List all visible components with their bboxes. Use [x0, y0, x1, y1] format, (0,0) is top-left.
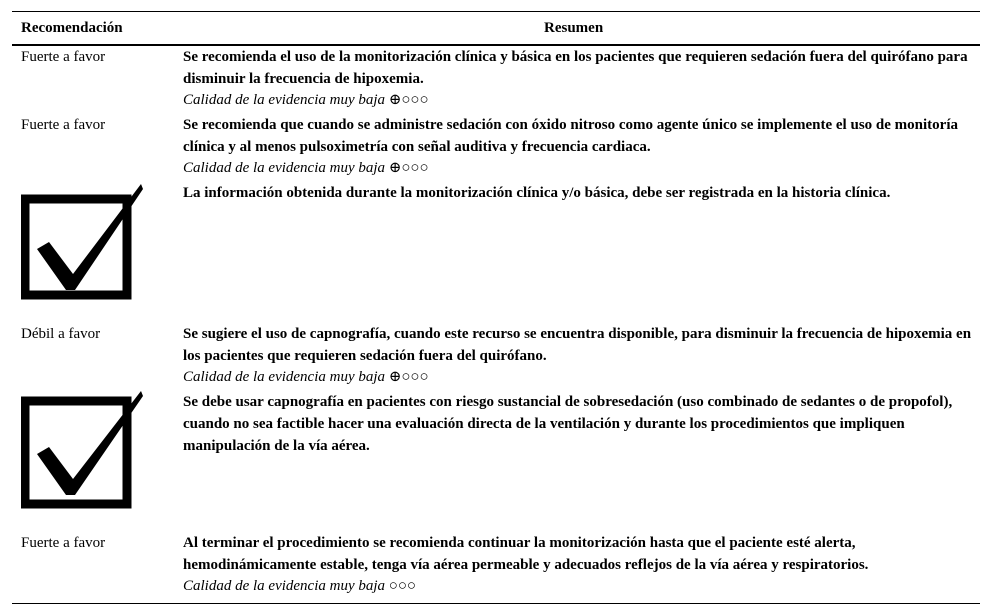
evidence-quality: Calidad de la evidencia muy baja ⊕○○○	[183, 160, 429, 176]
recommendation-strength: Débil a favor	[21, 326, 101, 342]
evidence-quality: Calidad de la evidencia muy baja ○○○	[183, 578, 416, 594]
checkbox-checked-icon	[21, 391, 143, 509]
summary-cell	[183, 391, 973, 457]
summary-text: Se sugiere el uso de capnografía, cuando este recurso se encuentra disponible, para disminuir la frecuencia de hipoxemia en los pacientes que requieren sedación fuera del quirófano.	[183, 326, 972, 364]
summary-text: Se recomienda el uso de la monitorización clínica y básica en los pacientes que requieren sedación fuera del quirófano para disminuir la frecuencia de hipoxemia.	[183, 49, 968, 87]
header-recommendation: Recomendación	[21, 20, 123, 36]
summary-cell	[183, 182, 973, 204]
header-summary: Resumen	[544, 20, 604, 36]
table-top-rule	[12, 11, 980, 12]
summary-cell	[183, 532, 973, 596]
summary-text: Al terminar el procedimiento se recomienda continuar la monitorización hasta que el paciente esté alerta, hemodinámicamente estable, tenga vía aérea permeable y adecuados reflejos de la vía aérea y respiratorios.	[183, 535, 869, 573]
checkbox-checked-icon	[21, 182, 143, 300]
summary-text: Se recomienda que cuando se administre sedación con óxido nitroso como agente único se implemente el uso de monitoría clínica y al menos pulsoximetría con señal auditiva y frecuencia cardiaca.	[183, 117, 958, 155]
summary-text: Se debe usar capnografía en pacientes con riesgo sustancial de sobresedación (uso combinado de sedantes o de propofol), cuando no sea factible hacer una evaluación directa de la ventilación y durante los procedimientos que impliquen manipulación de la vía aérea.	[183, 394, 953, 454]
summary-text: La información obtenida durante la monitorización clínica y/o básica, debe ser registrada en la historia clínica.	[183, 185, 891, 201]
table-bottom-rule	[12, 603, 980, 604]
evidence-quality: Calidad de la evidencia muy baja ⊕○○○	[183, 369, 429, 385]
recommendation-strength: Fuerte a favor	[21, 535, 106, 551]
summary-cell	[183, 46, 973, 110]
evidence-quality: Calidad de la evidencia muy baja ⊕○○○	[183, 92, 429, 108]
summary-cell	[183, 323, 973, 387]
recommendation-strength: Fuerte a favor	[21, 49, 106, 65]
summary-cell	[183, 114, 973, 178]
recommendation-strength: Fuerte a favor	[21, 117, 106, 133]
